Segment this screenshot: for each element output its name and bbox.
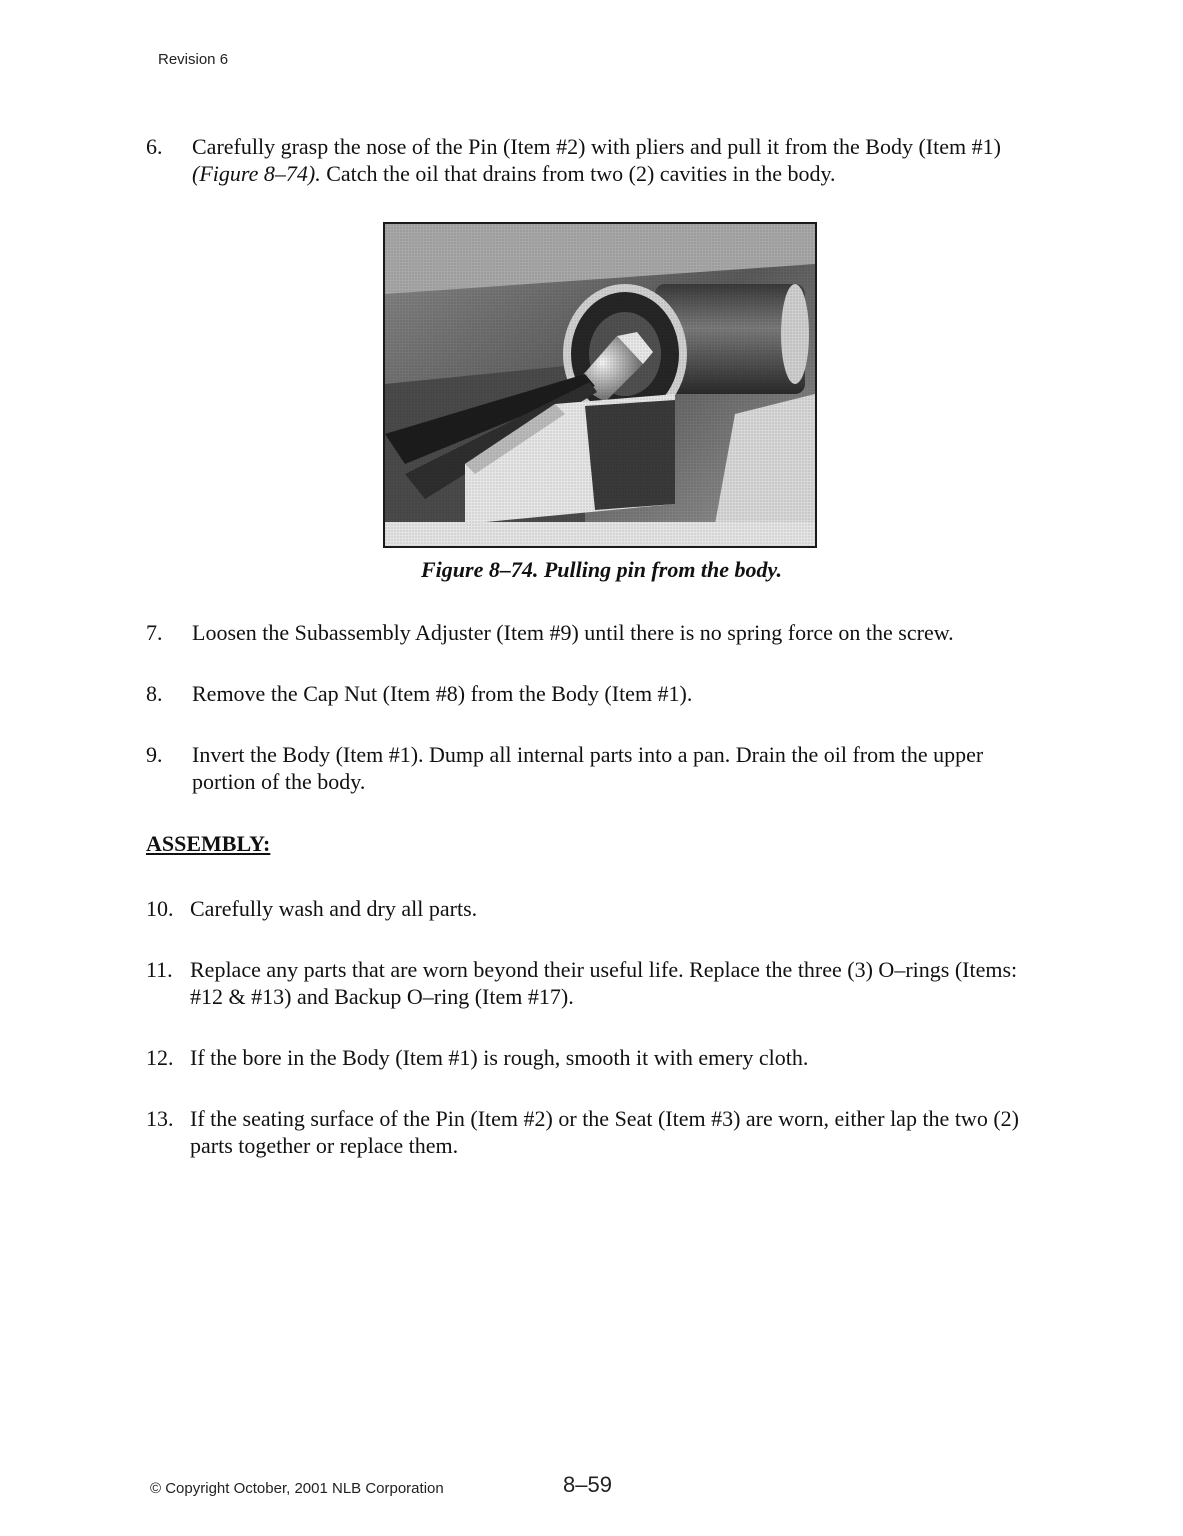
step-number: 6.	[146, 134, 163, 159]
step-9	[146, 741, 1026, 795]
step-text: If the seating surface of the Pin (Item #2) or the Seat (Item #3) are worn, either lap the two (2) parts together or replace them.	[190, 1106, 1019, 1158]
step-12	[146, 1044, 1056, 1071]
step-number: 8.	[146, 681, 163, 706]
step-6	[146, 133, 1056, 187]
step-text: Invert the Body (Item #1). Dump all internal parts into a pan. Drain the oil from the upper portion of the body.	[192, 742, 984, 794]
figure-caption: Figure 8–74. Pulling pin from the body.	[420, 557, 782, 582]
step-text: If the bore in the Body (Item #1) is rough, smooth it with emery cloth.	[190, 1045, 809, 1070]
figure-reference: (Figure 8–74).	[192, 161, 321, 186]
step-number: 13.	[146, 1106, 174, 1131]
step-number: 12.	[146, 1045, 174, 1070]
step-text: Replace any parts that are worn beyond their useful life. Replace the three (3) O–rings (Items: #12 & #13) and Backup O–ring (Item #17).	[190, 957, 1018, 1009]
step-8	[146, 680, 1056, 707]
footer-copyright: © Copyright October, 2001 NLB Corporation	[150, 1480, 444, 1497]
step-text-part: Catch the oil that drains from two (2) cavities in the body.	[320, 161, 836, 186]
step-number: 7.	[146, 620, 163, 645]
figure-photo	[383, 222, 817, 548]
step-number: 9.	[146, 742, 163, 767]
page-number: 8–59	[563, 1472, 612, 1497]
step-number: 11.	[146, 957, 173, 982]
step-text	[192, 133, 1056, 187]
step-number: 10.	[146, 896, 174, 921]
photo-pliers-pulling-pin-icon	[385, 224, 815, 546]
step-11	[146, 956, 1046, 1010]
step-text: Remove the Cap Nut (Item #8) from the Body (Item #1).	[192, 681, 693, 706]
section-heading-assembly: ASSEMBLY:	[146, 831, 271, 856]
step-text-part: Carefully grasp the nose of the Pin (Item #2) with pliers and pull it from the Body (Item #1)	[192, 134, 1001, 159]
revision-label: Revision 6	[158, 51, 229, 68]
step-13	[146, 1105, 1041, 1159]
step-text: Carefully wash and dry all parts.	[190, 896, 478, 921]
step-7	[146, 619, 1056, 646]
step-text: Loosen the Subassembly Adjuster (Item #9) until there is no spring force on the screw.	[192, 620, 954, 645]
step-10	[146, 895, 1056, 922]
